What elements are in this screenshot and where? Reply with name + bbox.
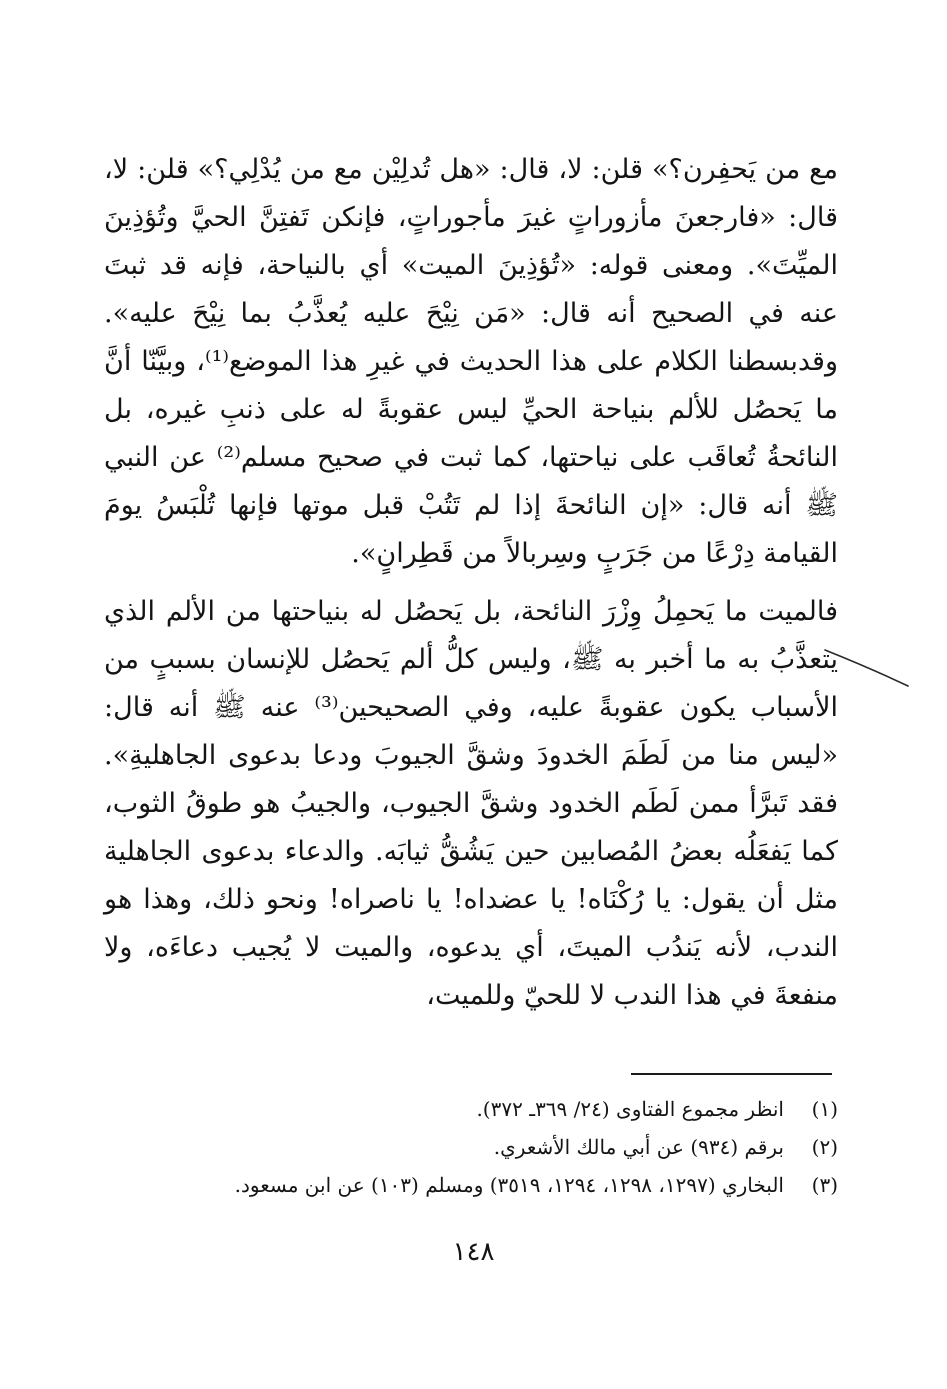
- footnote-1: [110, 1090, 838, 1128]
- page-number: ١٤٨: [452, 1237, 495, 1267]
- footnote-text: برقم (٩٣٤) عن أبي مالك الأشعري.: [493, 1135, 784, 1159]
- paragraph-1: مع من يَحفِرن؟» قلن: لا، قال: «هل تُدلِيْن مع من يُدْلِي؟» قلن: لا، قال: «فارجعنَ مأزوراتٍ غيرَ مأجوراتٍ، فإنكن تَفتِنَّ الحيَّ وتُؤذِينَ الميِّتَ». ومعنى قوله: «تُؤذِينَ الميت» أي بالنياحة، فإنه قد ثبتَ عنه في الصحيح أنه قال: «مَن نِيْحَ عليه يُعذَّبُ بما نِيْحَ عليه». وقدبسطنا الكلام على هذا الحديث في غيرِ هذا الموضع⁽¹⁾، وبيَّنّا أنَّ ما يَحصُل للألم بنياحة الحيِّ ليس عقوبةً له على ذنبِ غيره، بل النائحةُ تُعاقَب على نياحتها، كما ثبت في صحيح مسلم⁽²⁾ عن النبي ﷺ أنه قال: «إن النائحةَ إذا لم تَتُبْ قبل موتها فإنها تُلْبَسُ يومَ القيامة دِرْعًا من جَرَبٍ وسِربالاً من قَطِرانٍ».: [104, 154, 838, 569]
- footnotes: [110, 1090, 838, 1204]
- footnote-3: [110, 1166, 838, 1204]
- paragraph-2: فالميت ما يَحمِلُ وِزْرَ النائحة، بل يَحصُل له بنياحتها من الألم الذي يتعذَّبُ به ما أخبر به ﷺ، وليس كلُّ ألم يَحصُل للإنسان بسببٍ من الأسباب يكون عقوبةً عليه، وفي الصحيحين⁽³⁾ عنه ﷺ أنه قال: «ليس منا من لَطَمَ الخدودَ وشقَّ الجيوبَ ودعا بدعوى الجاهليةِ». فقد تَبرَّأ ممن لَطَم الخدود وشقَّ الجيوب، والجيبُ هو طوقُ الثوب، كما يَفعَلُه بعضُ المُصابين حين يَشُقُّ ثيابَه. والدعاء بدعوى الجاهلية مثل أن يقول: يا رُكْنَاه! يا عضداه! يا ناصراه! ونحو ذلك، وهذا هو الندب، لأنه يَندُب الميتَ، أي يدعوه، والميت لا يُجيب دعاءَه، ولا منفعةَ في هذا الندب لا للحيّ وللميت،: [104, 596, 838, 1011]
- footnote-text: انظر مجموع الفتاوى (٢٤/ ٣٦٩ـ ٣٧٢).: [476, 1097, 784, 1121]
- main-text: [104, 146, 838, 1020]
- footnote-marker: (١): [811, 1097, 838, 1121]
- footnote-marker: (٢): [811, 1135, 838, 1159]
- footnote-marker: (٣): [811, 1173, 838, 1197]
- footnote-separator: [631, 1073, 832, 1075]
- footnote-text: البخاري (١٢٩٧، ١٢٩٨، ١٢٩٤، ٣٥١٩) ومسلم (١٠٣) عن ابن مسعود.: [234, 1173, 784, 1197]
- footnote-2: [110, 1128, 838, 1166]
